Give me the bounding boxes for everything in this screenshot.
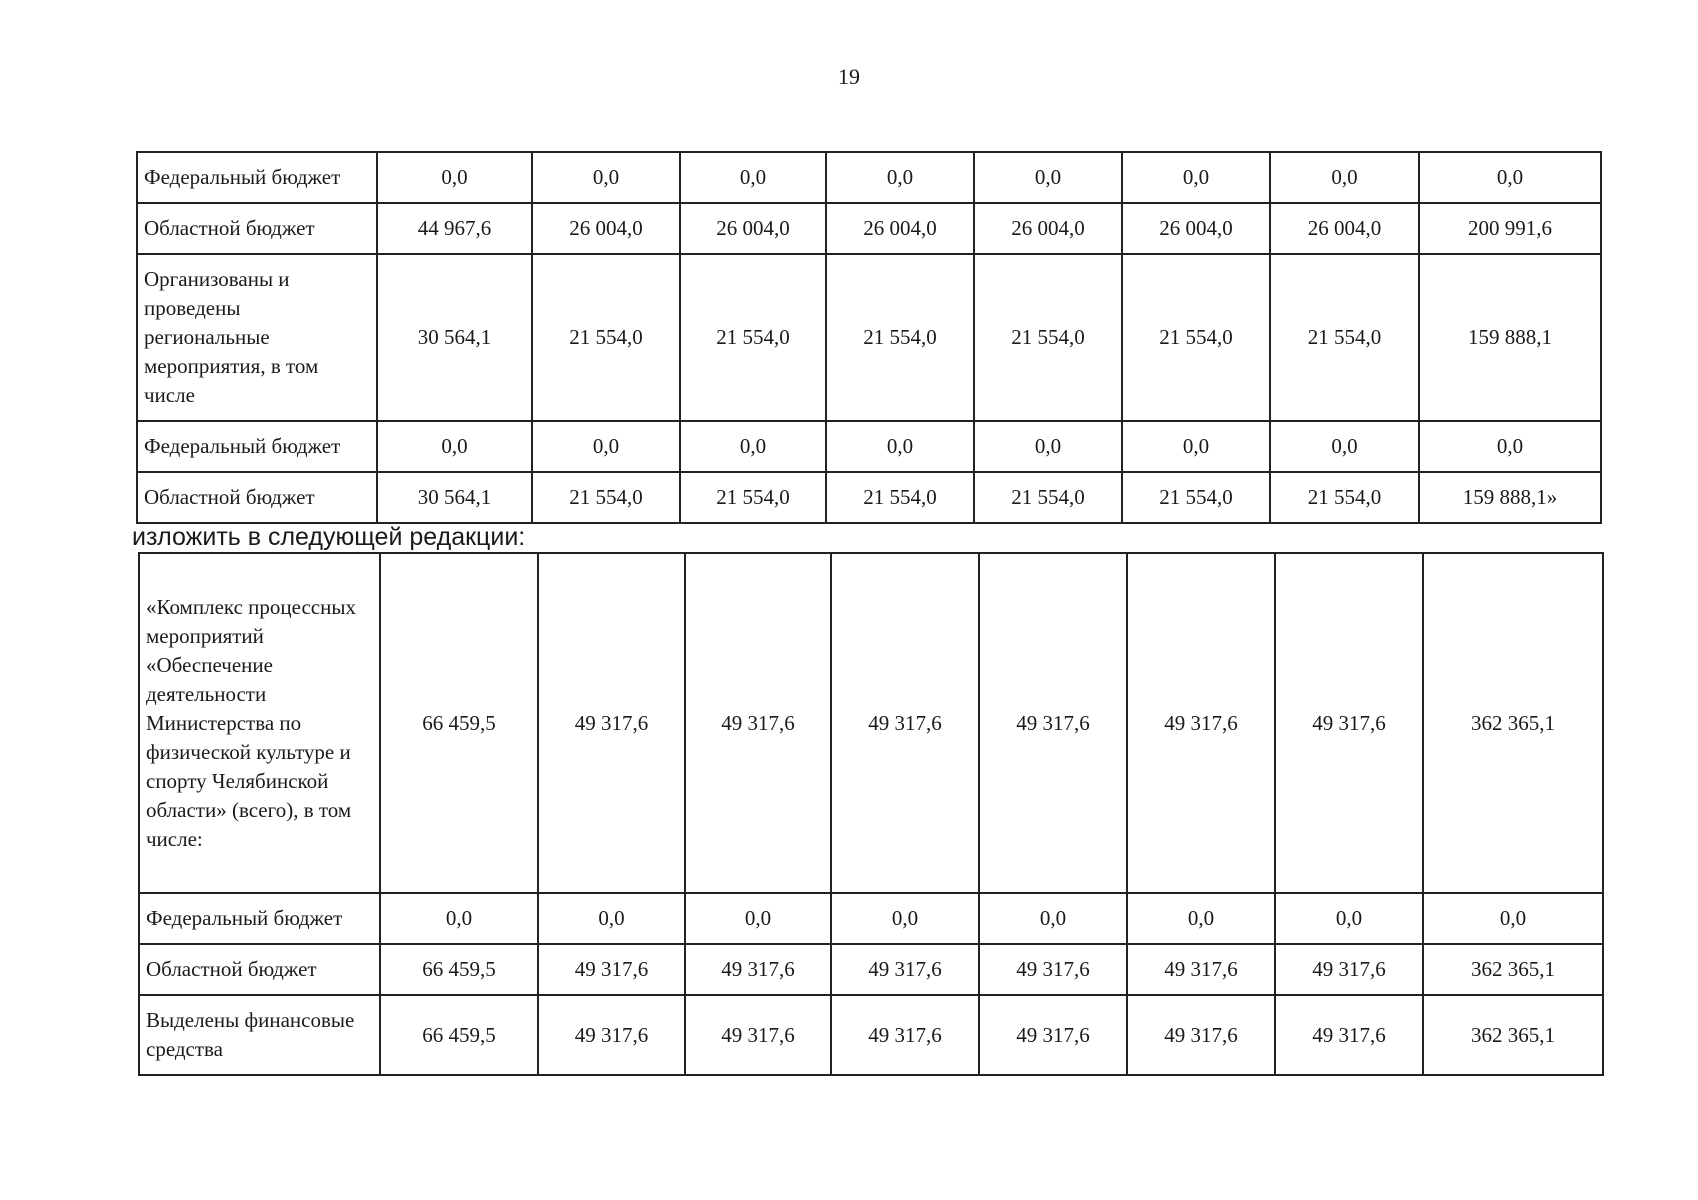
table-cell: 49 317,6 — [1127, 553, 1275, 893]
table-cell: 159 888,1 — [1419, 254, 1601, 421]
table-cell: 49 317,6 — [1127, 995, 1275, 1075]
table-cell: 49 317,6 — [831, 995, 979, 1075]
budget-table-new — [138, 552, 1604, 1076]
table-cell: 159 888,1» — [1419, 472, 1601, 523]
budget-table-old — [136, 151, 1602, 524]
table-cell: 362 365,1 — [1423, 995, 1603, 1075]
table-cell: 21 554,0 — [680, 472, 826, 523]
table-cell: 49 317,6 — [979, 995, 1127, 1075]
table-cell: 49 317,6 — [538, 944, 685, 995]
table-row — [137, 254, 1601, 421]
table-cell: 0,0 — [826, 152, 974, 203]
table-row — [137, 152, 1601, 203]
row-label: Федеральный бюджет — [139, 893, 380, 944]
table-cell: 26 004,0 — [974, 203, 1122, 254]
table-cell: 26 004,0 — [532, 203, 680, 254]
table-cell: 0,0 — [1122, 421, 1270, 472]
table-cell: 49 317,6 — [1127, 944, 1275, 995]
table-cell: 26 004,0 — [680, 203, 826, 254]
row-label: Областной бюджет — [137, 203, 377, 254]
table-cell: 49 317,6 — [685, 995, 831, 1075]
table-cell: 49 317,6 — [1275, 995, 1423, 1075]
table-cell: 21 554,0 — [826, 254, 974, 421]
table-cell: 0,0 — [680, 421, 826, 472]
table-cell: 49 317,6 — [1275, 553, 1423, 893]
table-cell: 49 317,6 — [831, 553, 979, 893]
table-cell: 66 459,5 — [380, 995, 538, 1075]
table-row — [137, 203, 1601, 254]
row-label: Областной бюджет — [139, 944, 380, 995]
table-cell: 0,0 — [1275, 893, 1423, 944]
table-cell: 49 317,6 — [831, 944, 979, 995]
table-cell: 49 317,6 — [538, 553, 685, 893]
table-cell: 0,0 — [532, 152, 680, 203]
table-cell: 0,0 — [1270, 421, 1419, 472]
table-cell: 49 317,6 — [979, 944, 1127, 995]
table-cell: 26 004,0 — [826, 203, 974, 254]
row-label: Организованы и проведены региональные мероприятия, в том числе — [137, 254, 377, 421]
table-cell: 21 554,0 — [974, 472, 1122, 523]
table-cell: 0,0 — [1419, 152, 1601, 203]
page-number: 19 — [838, 64, 860, 89]
table-cell: 30 564,1 — [377, 254, 532, 421]
table-cell: 0,0 — [377, 421, 532, 472]
table-cell: 362 365,1 — [1423, 553, 1603, 893]
table-row — [139, 553, 1603, 893]
row-label: Выделены финансовые средства — [139, 995, 380, 1075]
table-cell: 21 554,0 — [680, 254, 826, 421]
table-row — [137, 472, 1601, 523]
table-cell: 49 317,6 — [979, 553, 1127, 893]
table-cell: 0,0 — [685, 893, 831, 944]
table-cell: 49 317,6 — [685, 553, 831, 893]
table-cell: 0,0 — [831, 893, 979, 944]
table-cell: 0,0 — [538, 893, 685, 944]
table-cell: 0,0 — [532, 421, 680, 472]
table-cell: 0,0 — [826, 421, 974, 472]
table-cell: 26 004,0 — [1270, 203, 1419, 254]
table-row — [139, 893, 1603, 944]
table-cell: 66 459,5 — [380, 553, 538, 893]
table-cell: 0,0 — [979, 893, 1127, 944]
table-cell: 44 967,6 — [377, 203, 532, 254]
table-cell: 66 459,5 — [380, 944, 538, 995]
table-cell: 200 991,6 — [1419, 203, 1601, 254]
table-cell: 21 554,0 — [532, 472, 680, 523]
table-cell: 0,0 — [974, 421, 1122, 472]
row-label: Областной бюджет — [137, 472, 377, 523]
table-cell: 0,0 — [1270, 152, 1419, 203]
table-cell: 49 317,6 — [538, 995, 685, 1075]
table-cell: 0,0 — [380, 893, 538, 944]
table-cell: 21 554,0 — [1270, 472, 1419, 523]
row-label: Федеральный бюджет — [137, 152, 377, 203]
table-cell: 0,0 — [377, 152, 532, 203]
table-cell: 21 554,0 — [826, 472, 974, 523]
table-row — [139, 995, 1603, 1075]
table-cell: 21 554,0 — [1122, 254, 1270, 421]
table-cell: 0,0 — [680, 152, 826, 203]
table-cell: 49 317,6 — [1275, 944, 1423, 995]
table-cell: 362 365,1 — [1423, 944, 1603, 995]
row-label: Федеральный бюджет — [137, 421, 377, 472]
table-cell: 0,0 — [1122, 152, 1270, 203]
table-row — [137, 421, 1601, 472]
table-cell: 0,0 — [1423, 893, 1603, 944]
table-cell: 0,0 — [1127, 893, 1275, 944]
table-cell: 0,0 — [974, 152, 1122, 203]
table-cell: 21 554,0 — [1122, 472, 1270, 523]
table-cell: 21 554,0 — [974, 254, 1122, 421]
row-label: «Комплекс процессных мероприятий «Обеспечение деятельности Министерства по физической культуре и спорту Челябинской области» (всего), в том числе: — [139, 553, 380, 893]
table-cell: 26 004,0 — [1122, 203, 1270, 254]
amendment-intro-text: изложить в следующей редакции: — [132, 523, 526, 551]
table-cell: 21 554,0 — [532, 254, 680, 421]
table-cell: 30 564,1 — [377, 472, 532, 523]
table-cell: 49 317,6 — [685, 944, 831, 995]
table-row — [139, 944, 1603, 995]
table-cell: 0,0 — [1419, 421, 1601, 472]
table-cell: 21 554,0 — [1270, 254, 1419, 421]
